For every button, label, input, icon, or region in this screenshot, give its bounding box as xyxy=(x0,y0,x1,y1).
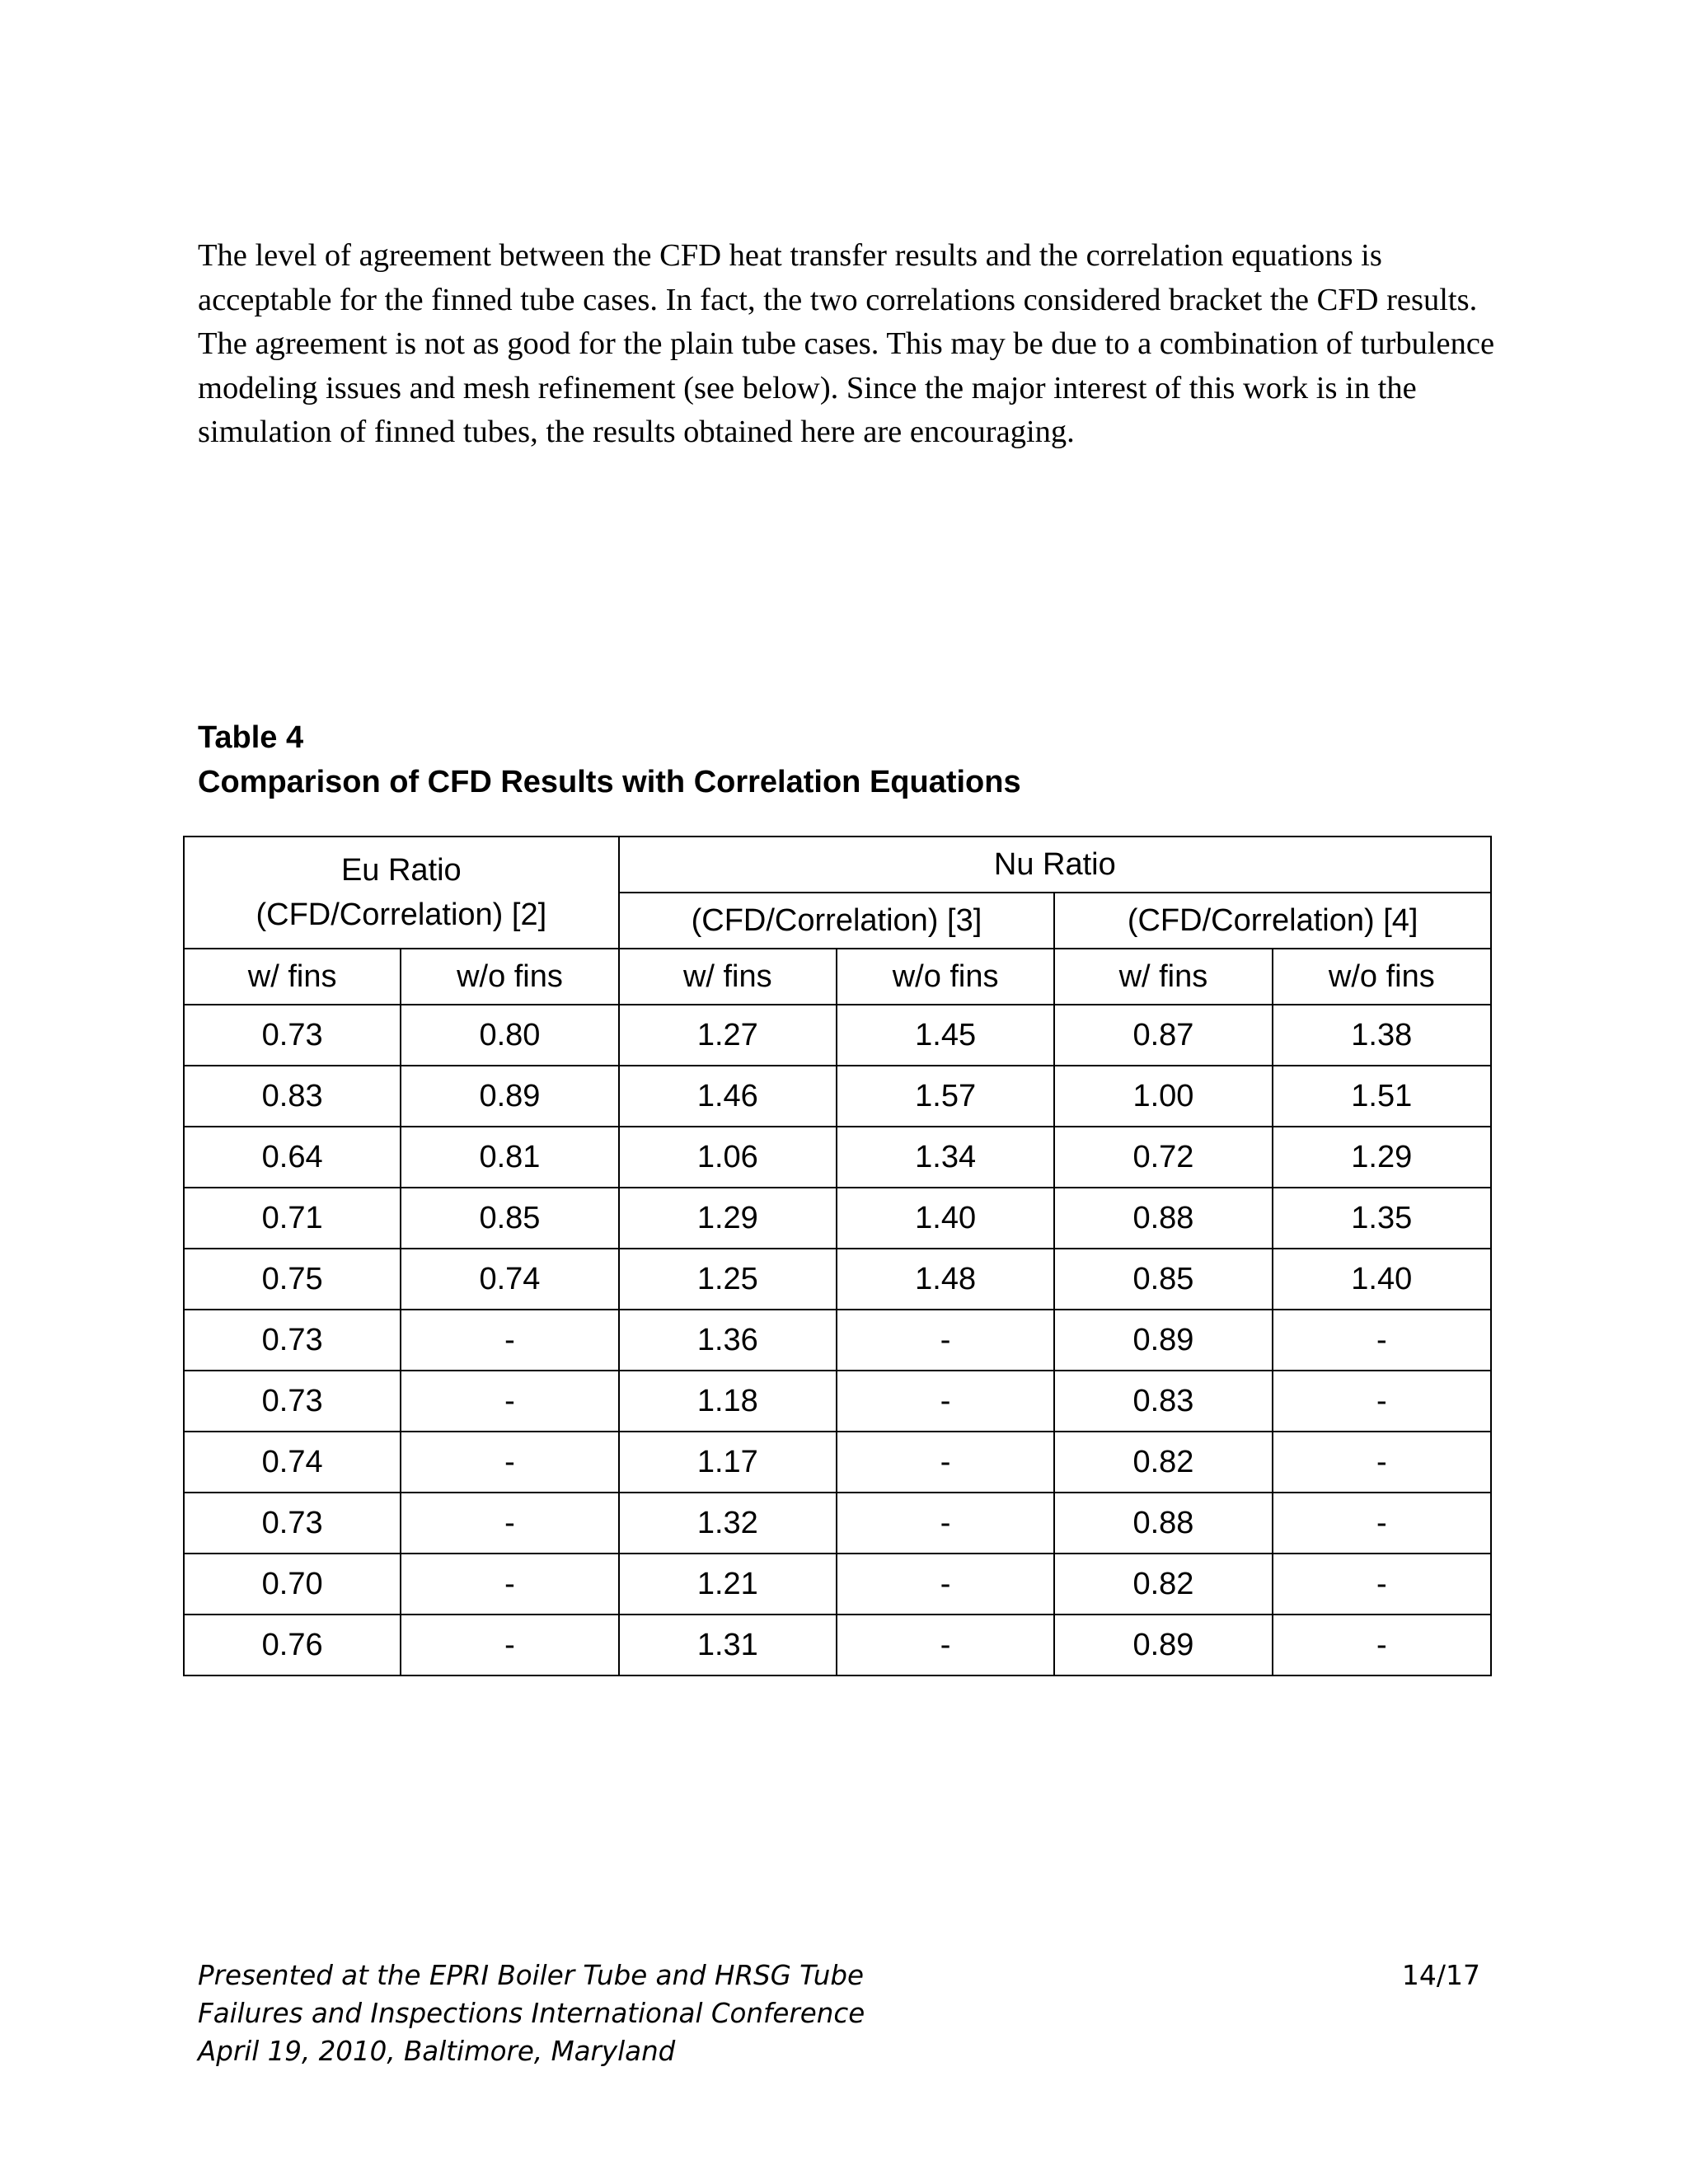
table-cell: 1.46 xyxy=(619,1066,837,1127)
table-cell: 1.25 xyxy=(619,1249,837,1310)
table-cell: 1.40 xyxy=(837,1188,1054,1249)
table-row xyxy=(184,1615,1491,1675)
eu-ratio-subtitle: (CFD/Correlation) [2] xyxy=(256,898,547,932)
table-row xyxy=(184,1127,1491,1188)
table-cell: 0.89 xyxy=(1054,1615,1272,1675)
table-cell: 0.73 xyxy=(184,1493,401,1554)
table-cell: 1.29 xyxy=(619,1188,837,1249)
table-row xyxy=(184,1249,1491,1310)
column-label-row xyxy=(184,949,1491,1005)
table-cell: 1.18 xyxy=(619,1371,837,1432)
table-cell: 1.57 xyxy=(837,1066,1054,1127)
table-cell: 1.31 xyxy=(619,1615,837,1675)
table-cell: 1.45 xyxy=(837,1005,1054,1066)
table-cell: - xyxy=(401,1554,618,1615)
footer-line: Failures and Inspections International Conference xyxy=(198,1998,865,2029)
column-label: w/ fins xyxy=(619,949,837,1005)
table-cell: - xyxy=(401,1493,618,1554)
table-cell: 0.89 xyxy=(401,1066,618,1127)
column-label: w/o fins xyxy=(837,949,1054,1005)
table-cell: 0.73 xyxy=(184,1310,401,1371)
table-cell: 0.73 xyxy=(184,1005,401,1066)
table-cell: 1.36 xyxy=(619,1310,837,1371)
table-row xyxy=(184,1005,1491,1066)
table-row xyxy=(184,1371,1491,1432)
table-row xyxy=(184,1432,1491,1493)
table-cell: 1.38 xyxy=(1273,1005,1491,1066)
nu-ratio-subheader-4: (CFD/Correlation) [4] xyxy=(1054,893,1491,949)
table-cell: 1.34 xyxy=(837,1127,1054,1188)
table-row xyxy=(184,1188,1491,1249)
table-title: Comparison of CFD Results with Correlation Equations xyxy=(198,765,1021,799)
table-cell: 1.17 xyxy=(619,1432,837,1493)
eu-ratio-header xyxy=(184,837,619,949)
table-cell: - xyxy=(1273,1615,1491,1675)
nu-ratio-subheader-3: (CFD/Correlation) [3] xyxy=(619,893,1055,949)
table-body xyxy=(184,837,1491,1675)
table-cell: - xyxy=(401,1432,618,1493)
table-row xyxy=(184,1310,1491,1371)
table-cell: 0.88 xyxy=(1054,1188,1272,1249)
table-cell: 0.73 xyxy=(184,1371,401,1432)
page-number: 14/17 xyxy=(1401,1959,1480,1991)
table-cell: - xyxy=(401,1310,618,1371)
table-cell: 0.89 xyxy=(1054,1310,1272,1371)
table-cell: 0.71 xyxy=(184,1188,401,1249)
table-cell: 1.32 xyxy=(619,1493,837,1554)
footer-conference-note xyxy=(198,1957,865,2070)
table-cell: 1.35 xyxy=(1273,1188,1491,1249)
comparison-table xyxy=(183,836,1492,1676)
column-label: w/ fins xyxy=(184,949,401,1005)
body-paragraph: The level of agreement between the CFD heat transfer results and the correlation equations is acceptable for the finned tube cases. In fact, the two correlations considered bracket the CFD results. The agreement is not as good for the plain tube cases. This may be due to a combination of turbulence modeling issues and mesh refinement (see below). Since the major interest of this work is in the simulation of finned tubes, the results obtained here are encouraging. xyxy=(198,238,1495,449)
table-cell: - xyxy=(1273,1493,1491,1554)
table-cell: 0.72 xyxy=(1054,1127,1272,1188)
table-cell: 1.06 xyxy=(619,1127,837,1188)
nu-ratio-header: Nu Ratio xyxy=(619,837,1491,893)
table-cell: - xyxy=(837,1432,1054,1493)
table-cell: - xyxy=(837,1493,1054,1554)
table-row xyxy=(184,1066,1491,1127)
table-number: Table 4 xyxy=(198,720,304,755)
table-cell: 0.82 xyxy=(1054,1432,1272,1493)
table-cell: 0.80 xyxy=(401,1005,618,1066)
table-cell: 1.27 xyxy=(619,1005,837,1066)
table-cell: - xyxy=(401,1615,618,1675)
table-row xyxy=(184,1554,1491,1615)
table-cell: 1.48 xyxy=(837,1249,1054,1310)
footer-line: Presented at the EPRI Boiler Tube and HRSG Tube xyxy=(198,1960,864,1991)
table-cell: 0.83 xyxy=(1054,1371,1272,1432)
table-cell: - xyxy=(837,1615,1054,1675)
table-cell: 1.29 xyxy=(1273,1127,1491,1188)
header-row-1 xyxy=(184,837,1491,893)
table-cell: 0.75 xyxy=(184,1249,401,1310)
column-label: w/o fins xyxy=(401,949,618,1005)
table-cell: 0.70 xyxy=(184,1554,401,1615)
table-cell: 0.85 xyxy=(1054,1249,1272,1310)
footer-line: April 19, 2010, Baltimore, Maryland xyxy=(198,2036,676,2067)
table-cell: 0.64 xyxy=(184,1127,401,1188)
table-cell: - xyxy=(837,1554,1054,1615)
table-cell: - xyxy=(1273,1310,1491,1371)
column-label: w/o fins xyxy=(1273,949,1491,1005)
table-caption xyxy=(198,715,1021,804)
table-cell: - xyxy=(837,1371,1054,1432)
table-cell: 0.74 xyxy=(184,1432,401,1493)
table-cell: - xyxy=(401,1371,618,1432)
table-cell: 0.87 xyxy=(1054,1005,1272,1066)
table-cell: - xyxy=(1273,1371,1491,1432)
table-cell: 1.51 xyxy=(1273,1066,1491,1127)
table-cell: 0.83 xyxy=(184,1066,401,1127)
table-cell: 1.40 xyxy=(1273,1249,1491,1310)
table-cell: - xyxy=(1273,1432,1491,1493)
table-cell: 0.81 xyxy=(401,1127,618,1188)
table-cell: 0.74 xyxy=(401,1249,618,1310)
table-cell: 0.88 xyxy=(1054,1493,1272,1554)
table-cell: 0.82 xyxy=(1054,1554,1272,1615)
table-cell: 1.00 xyxy=(1054,1066,1272,1127)
eu-ratio-title: Eu Ratio xyxy=(340,853,462,888)
table-cell: 0.85 xyxy=(401,1188,618,1249)
column-label: w/ fins xyxy=(1054,949,1272,1005)
table-cell: - xyxy=(1273,1554,1491,1615)
table-row xyxy=(184,1493,1491,1554)
table-cell: 0.76 xyxy=(184,1615,401,1675)
table-cell: - xyxy=(837,1310,1054,1371)
table-cell: 1.21 xyxy=(619,1554,837,1615)
